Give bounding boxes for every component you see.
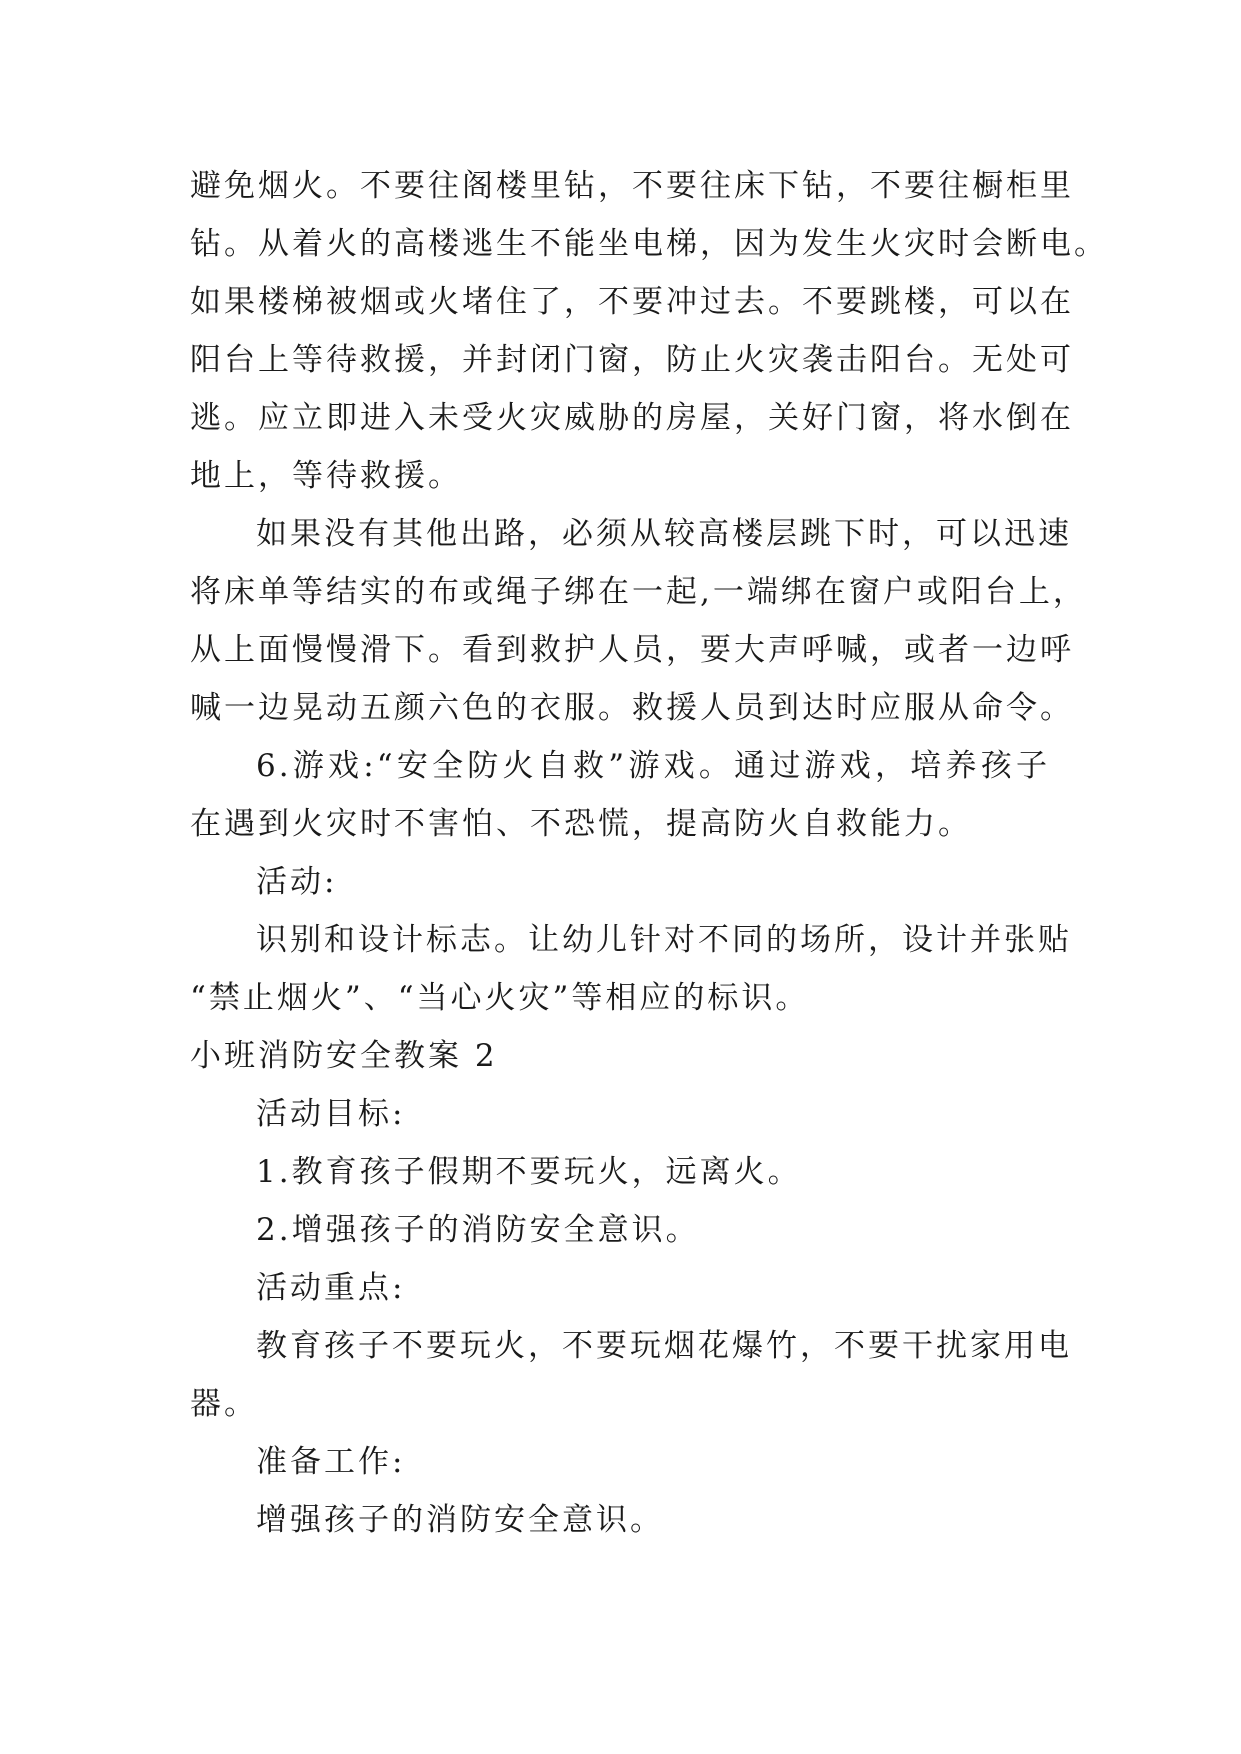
- text-line: 如果没有其他出路，必须从较高楼层跳下时，可以迅速: [256, 516, 1072, 552]
- section-label: 准备工作:: [256, 1444, 406, 1480]
- text-line: 增强孩子的消防安全意识。: [256, 1502, 664, 1538]
- text-line: 将床单等结实的布或绳子绑在一起,一端绑在窗户或阳台上，: [190, 574, 1087, 610]
- text-line: 器。: [190, 1386, 258, 1422]
- text-line: 地上，等待救援。: [190, 458, 462, 494]
- text-line: 阳台上等待救援，并封闭门窗，防止火灾袭击阳台。无处可: [190, 342, 1074, 378]
- list-item: 1.教育孩子假期不要玩火，远离火。: [256, 1154, 802, 1190]
- document-page: [190, 157, 1108, 1549]
- section-label: 活动重点:: [256, 1270, 406, 1306]
- text-line: 教育孩子不要玩火，不要玩烟花爆竹，不要干扰家用电: [256, 1328, 1072, 1364]
- text-line: 逃。应立即进入未受火灾威胁的房屋，关好门窗，将水倒在: [190, 400, 1074, 436]
- text-line: 识别和设计标志。让幼儿针对不同的场所，设计并张贴: [256, 922, 1072, 958]
- section-label: 活动目标:: [256, 1096, 406, 1132]
- text-line: 喊一边晃动五颜六色的衣服。救援人员到达时应服从命令。: [190, 690, 1074, 726]
- text-line: “禁止烟火”、“当心火灾”等相应的标识。: [190, 980, 810, 1016]
- text-line: 避免烟火。不要往阁楼里钻，不要往床下钻，不要往橱柜里: [190, 168, 1074, 204]
- list-item: 2.增强孩子的消防安全意识。: [256, 1212, 700, 1248]
- text-line: 如果楼梯被烟或火堵住了，不要冲过去。不要跳楼，可以在: [190, 284, 1074, 320]
- text-line: 在遇到火灾时不害怕、不恐慌，提高防火自救能力。: [190, 806, 972, 842]
- text-line: 钻。从着火的高楼逃生不能坐电梯，因为发生火灾时会断电。: [190, 226, 1108, 262]
- text-line: 6.游戏:“安全防火自救”游戏。通过游戏，培养孩子: [256, 748, 1050, 784]
- text-line: 从上面慢慢滑下。看到救护人员，要大声呼喊，或者一边呼: [190, 632, 1074, 668]
- section-label: 活动:: [256, 864, 338, 900]
- section-heading: 小班消防安全教案 2: [190, 1038, 498, 1074]
